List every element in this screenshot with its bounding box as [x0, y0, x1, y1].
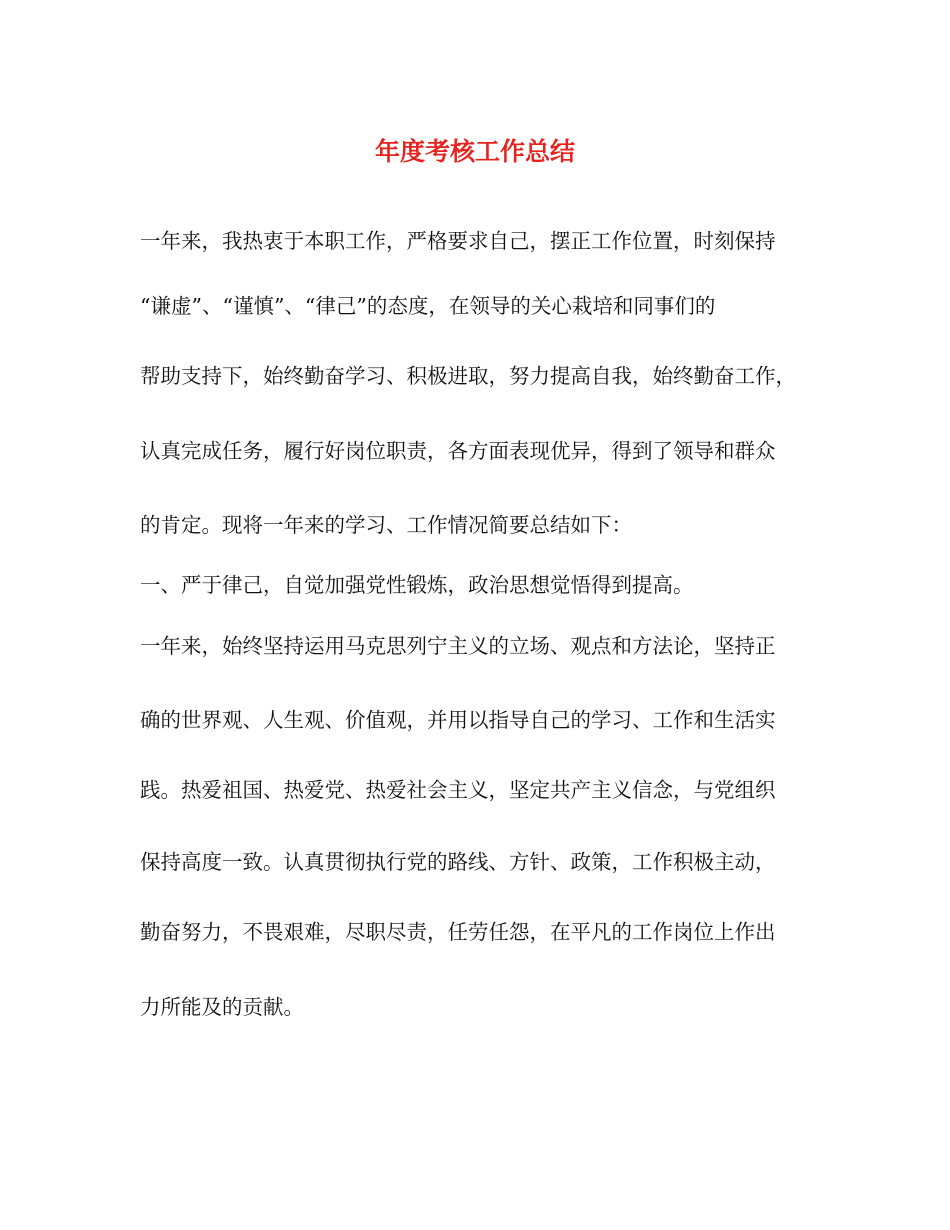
paragraph-line: 践。热爱祖国、热爱党、热爱社会主义，坚定共产主义信念，与党组织: [140, 778, 776, 802]
paragraph-line: 一年来，始终坚持运用马克思列宁主义的立场、观点和方法论，坚持正: [140, 634, 776, 658]
paragraph-line: 勤奋努力，不畏艰难，尽职尽责，任劳任怨，在平凡的工作岗位上作出: [140, 920, 776, 944]
paragraph-line: 确的世界观、人生观、价值观，并用以指导自己的学习、工作和生活实: [140, 708, 776, 732]
document-title: 年度考核工作总结: [374, 137, 575, 166]
section-heading: 一、严于律己，自觉加强党性锻炼，政治思想觉悟得到提高。: [140, 573, 694, 597]
paragraph-line: 的肯定。现将一年来的学习、工作情况简要总结如下：: [140, 513, 632, 537]
paragraph-line: 帮助支持下，始终勤奋学习、积极进取，努力提高自我，始终勤奋工作，: [140, 364, 796, 388]
paragraph-line: 力所能及的贡献。: [140, 995, 304, 1019]
paragraph-line: 一年来，我热衷于本职工作，严格要求自己，摆正工作位置，时刻保持: [140, 229, 776, 253]
paragraph-line: “谦虚”、“谨慎”、“律己”的态度，在领导的关心栽培和同事们的: [140, 294, 716, 318]
paragraph-line: 认真完成任务，履行好岗位职责，各方面表现优异，得到了领导和群众: [140, 439, 776, 463]
paragraph-line: 保持高度一致。认真贯彻执行党的路线、方针、政策，工作积极主动，: [140, 850, 776, 874]
